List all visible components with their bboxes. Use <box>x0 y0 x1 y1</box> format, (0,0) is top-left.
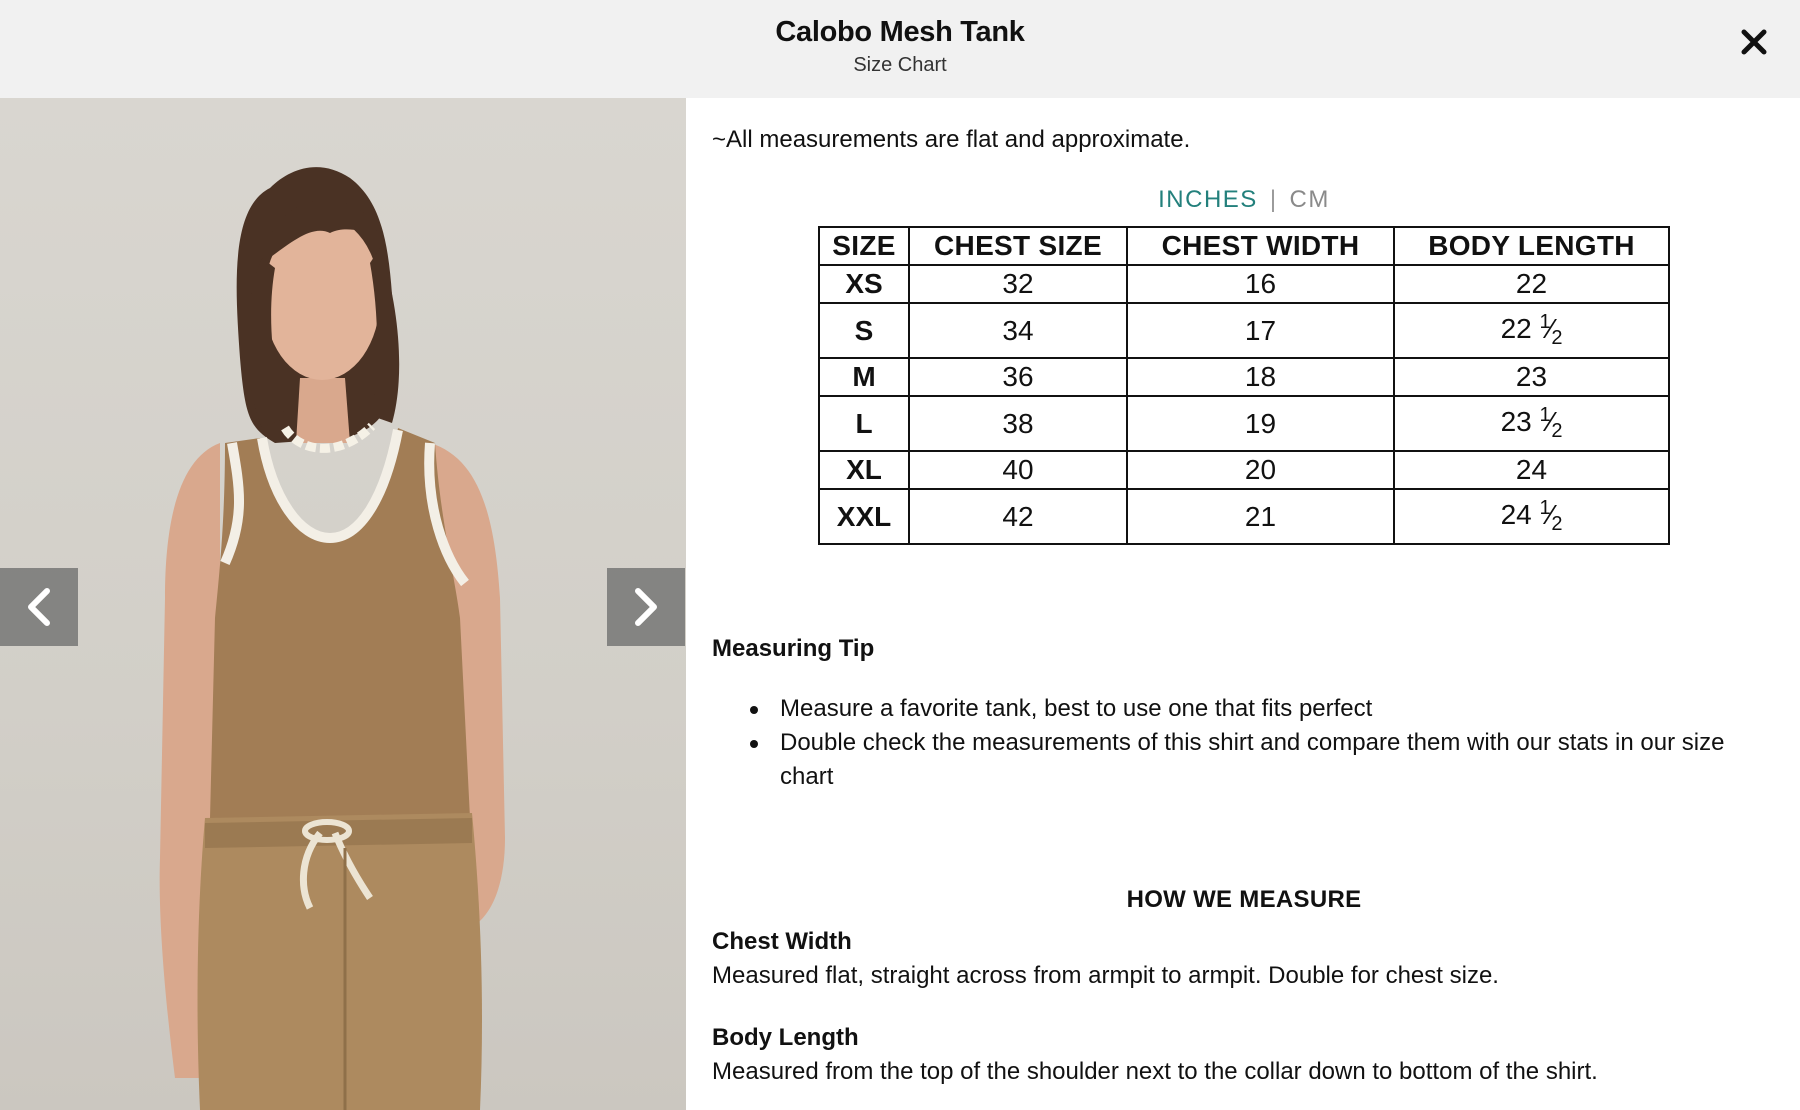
product-photo <box>0 98 686 1110</box>
cell-chest-size: 32 <box>909 265 1127 303</box>
table-header-row <box>819 227 1669 265</box>
list-item: Double check the measurements of this shirt and compare them with our stats in our size chart <box>780 726 1772 794</box>
table-row <box>819 265 1669 303</box>
cell-size: XL <box>819 451 909 489</box>
cell-chest-size: 34 <box>909 303 1127 358</box>
cell-chest-size: 42 <box>909 489 1127 544</box>
body-length-value: 24 <box>1515 454 1548 485</box>
half-fraction: $^1⁄_2$ <box>1539 497 1563 535</box>
cell-body-length <box>1394 396 1669 451</box>
body-length-value: 22 <box>1500 313 1532 344</box>
measurement-disclaimer: ~All measurements are flat and approximate. <box>712 126 1191 153</box>
cell-size: XXL <box>819 489 909 544</box>
fraction-denominator: 2 <box>1551 513 1563 535</box>
cell-size: XS <box>819 265 909 303</box>
cell-body-length <box>1394 358 1669 396</box>
body-length-value: 24 <box>1500 499 1532 530</box>
chevron-left-icon <box>25 587 53 627</box>
cell-body-length <box>1394 303 1669 358</box>
unit-inches-tab[interactable]: INCHES <box>1158 186 1258 213</box>
cell-body-length <box>1394 489 1669 544</box>
cell-body-length <box>1394 451 1669 489</box>
body-length-value: 23 <box>1515 361 1548 392</box>
table-row <box>819 451 1669 489</box>
fraction-numerator: 1 <box>1539 404 1551 426</box>
header-chest-width: CHEST WIDTH <box>1127 227 1394 265</box>
how-we-measure-heading: HOW WE MEASURE <box>1126 886 1362 913</box>
chest-width-title: Chest Width <box>712 928 852 955</box>
cell-chest-size: 36 <box>909 358 1127 396</box>
chest-width-text: Measured flat, straight across from armpit to armpit. Double for chest size. <box>712 962 1499 989</box>
cell-chest-width: 21 <box>1127 489 1394 544</box>
cell-chest-width: 20 <box>1127 451 1394 489</box>
close-button[interactable] <box>1736 24 1772 60</box>
header-chest-size: CHEST SIZE <box>909 227 1127 265</box>
cell-size: S <box>819 303 909 358</box>
tips-list <box>780 692 1772 794</box>
cell-size: M <box>819 358 909 396</box>
body-length-value: 23 <box>1500 406 1532 437</box>
table-row <box>819 303 1669 358</box>
cell-chest-size: 38 <box>909 396 1127 451</box>
unit-cm-tab[interactable]: CM <box>1289 186 1330 213</box>
size-table <box>818 226 1670 545</box>
modal-header <box>0 0 1800 98</box>
previous-image-button[interactable] <box>0 568 78 646</box>
header-size: SIZE <box>819 227 909 265</box>
cell-chest-size: 40 <box>909 451 1127 489</box>
cell-chest-width: 17 <box>1127 303 1394 358</box>
table-row <box>819 489 1669 544</box>
chevron-right-icon <box>632 587 660 627</box>
fraction-denominator: 2 <box>1551 327 1563 349</box>
product-title: Calobo Mesh Tank <box>775 16 1025 48</box>
unit-toggle <box>712 186 1776 214</box>
body-length-title: Body Length <box>712 1024 859 1051</box>
table-row <box>819 358 1669 396</box>
body-length-text: Measured from the top of the shoulder next to the collar down to bottom of the shirt. <box>712 1058 1598 1085</box>
body-length-value: 22 <box>1515 268 1548 299</box>
cell-body-length <box>1394 265 1669 303</box>
cell-chest-width: 16 <box>1127 265 1394 303</box>
measuring-tip-heading: Measuring Tip <box>712 635 875 662</box>
model-illustration <box>0 98 686 1110</box>
fraction-numerator: 1 <box>1539 497 1551 519</box>
cell-chest-width: 19 <box>1127 396 1394 451</box>
half-fraction: $^1⁄_2$ <box>1539 311 1563 349</box>
close-icon <box>1740 28 1768 56</box>
half-fraction: $^1⁄_2$ <box>1539 404 1563 442</box>
modal-subtitle: Size Chart <box>853 54 947 76</box>
next-image-button[interactable] <box>607 568 685 646</box>
unit-separator: | <box>1269 186 1278 213</box>
cell-size: L <box>819 396 909 451</box>
fraction-denominator: 2 <box>1551 420 1563 442</box>
cell-chest-width: 18 <box>1127 358 1394 396</box>
list-item: Measure a favorite tank, best to use one that fits perfect <box>780 692 1772 726</box>
header-body-length: BODY LENGTH <box>1394 227 1669 265</box>
table-row <box>819 396 1669 451</box>
fraction-numerator: 1 <box>1539 311 1551 333</box>
size-chart-content <box>712 98 1772 1110</box>
